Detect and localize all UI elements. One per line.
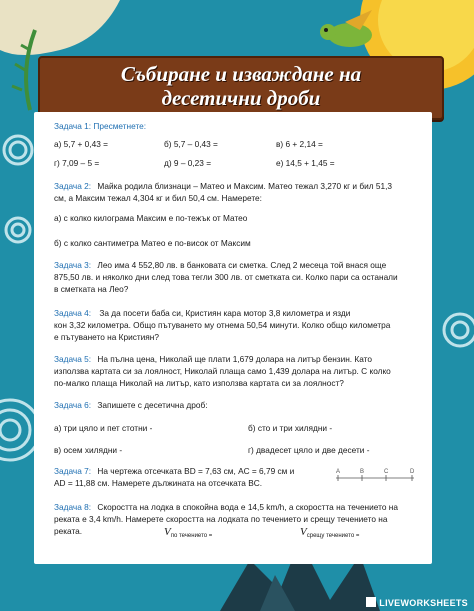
task3-line1: Задача 3: Лео има 4 552,80 лв. в банковата си сметка. След 2 месеца той внася още <box>54 260 387 270</box>
task1-item-e: д) 9 – 0,23 = <box>164 158 212 168</box>
point-a-label: A <box>336 469 341 475</box>
task8-line3: реката. <box>54 526 83 536</box>
task6-item-a: а) три цяло и пет стотни - <box>54 423 153 433</box>
segment-diagram <box>334 466 418 484</box>
task5-label: Задача 5: <box>54 354 92 364</box>
task4-label: Задача 4: <box>54 308 92 318</box>
v-upstream-formula: $V_{срещу течението =}$ <box>300 526 360 539</box>
task1-item-d: г) 7,09 – 5 = <box>54 158 100 168</box>
task7-line1: Задача 7: На чертежа отсечката BD = 7,63 см, AC = 6,79 см и <box>54 466 295 476</box>
task8-line1: Задача 8: Скоростта на лодка в спокойна вода е 14,5 km/h, а скоростта на течението на <box>54 502 398 512</box>
task1-heading <box>54 121 146 132</box>
task2-line1: Задача 2: Майка родила близнаци – Матео и Максим. Матео тежал 3,270 кг и бил 51,3 <box>54 181 393 191</box>
task5-line1: Задача 5: На пълна цена, Николай ще плати 1,679 долара на литър бензин. Като <box>54 354 373 364</box>
task8-line2: реката е 3,4 km/h. Намерете скоростта на лодката по течението и срещу течението на <box>54 514 388 524</box>
task1-item-c: в) 6 + 2,14 = <box>276 139 323 149</box>
task4-line3: е пътуването на Кристиян? <box>54 332 159 342</box>
task1-item-b: б) 5,7 – 0,43 = <box>164 139 218 149</box>
task1-text: Пресметнете: <box>93 121 147 131</box>
liveworksheets-logo[interactable]: LIVEWORKSHEETS <box>366 597 468 608</box>
task7-line2: AD = 11,88 см. Намерете дължината на отсечката BC. <box>54 478 263 488</box>
point-d-label: D <box>410 469 415 475</box>
task1-item-a: а) 5,7 + 0,43 = <box>54 139 108 149</box>
v-downstream-formula: $V_{по течението =}$ <box>164 526 213 539</box>
task2-line2: см, а Максим тежал 4,304 кг и бил 50,4 см. Намерете: <box>54 193 262 203</box>
task4-line2: кон 3,32 километра. Общо пътуването му отнема 50,54 минути. Колко общо километра <box>54 320 391 330</box>
task3-line2: 875,50 лв. и няколко дни след това тегли 300 лв. от сметката си. Колко пари са останали <box>54 272 398 282</box>
page-title-line1: Събиране и изваждане на <box>120 62 362 86</box>
page-title-line2: десетични дроби <box>161 86 321 110</box>
task3-line3: в сметката на Лео? <box>54 284 129 294</box>
logo-icon <box>366 597 376 607</box>
task8-label: Задача 8: <box>54 502 92 512</box>
task6-item-b: б) сто и три хилядни - <box>248 423 333 433</box>
task6-item-d: г) двадесет цяло и две десети - <box>248 445 370 455</box>
task3-label: Задача 3: <box>54 260 92 270</box>
task2-part-a: а) с колко килограма Максим е по-тежък от Матео <box>54 213 248 223</box>
page-title <box>40 62 442 110</box>
title-banner <box>38 56 444 120</box>
task6-heading: Задача 6: Запишете с десетична дроб: <box>54 400 208 410</box>
task6-item-c: в) осем хилядни - <box>54 445 123 455</box>
task1-label: Задача 1: <box>54 121 92 131</box>
task2-part-b: б) с колко сантиметра Матео е по-висок от Максим <box>54 238 251 248</box>
task1-item-f: е) 14,5 + 1,45 = <box>276 158 335 168</box>
task6-label: Задача 6: <box>54 400 92 410</box>
task5-line2: използва картата си за лоялност, Николай плаща само 1,439 долара на литър. С колко <box>54 366 391 376</box>
task7-label: Задача 7: <box>54 466 92 476</box>
point-c-label: C <box>384 469 389 475</box>
task4-line1: Задача 4: За да посети баба си, Кристиян кара мотор 3,8 километра и язди <box>54 308 351 318</box>
task5-line3: по-малко плаща Николай на литър, като използва картата си за лоялност? <box>54 378 344 388</box>
point-b-label: B <box>360 469 365 475</box>
task2-label: Задача 2: <box>54 181 92 191</box>
